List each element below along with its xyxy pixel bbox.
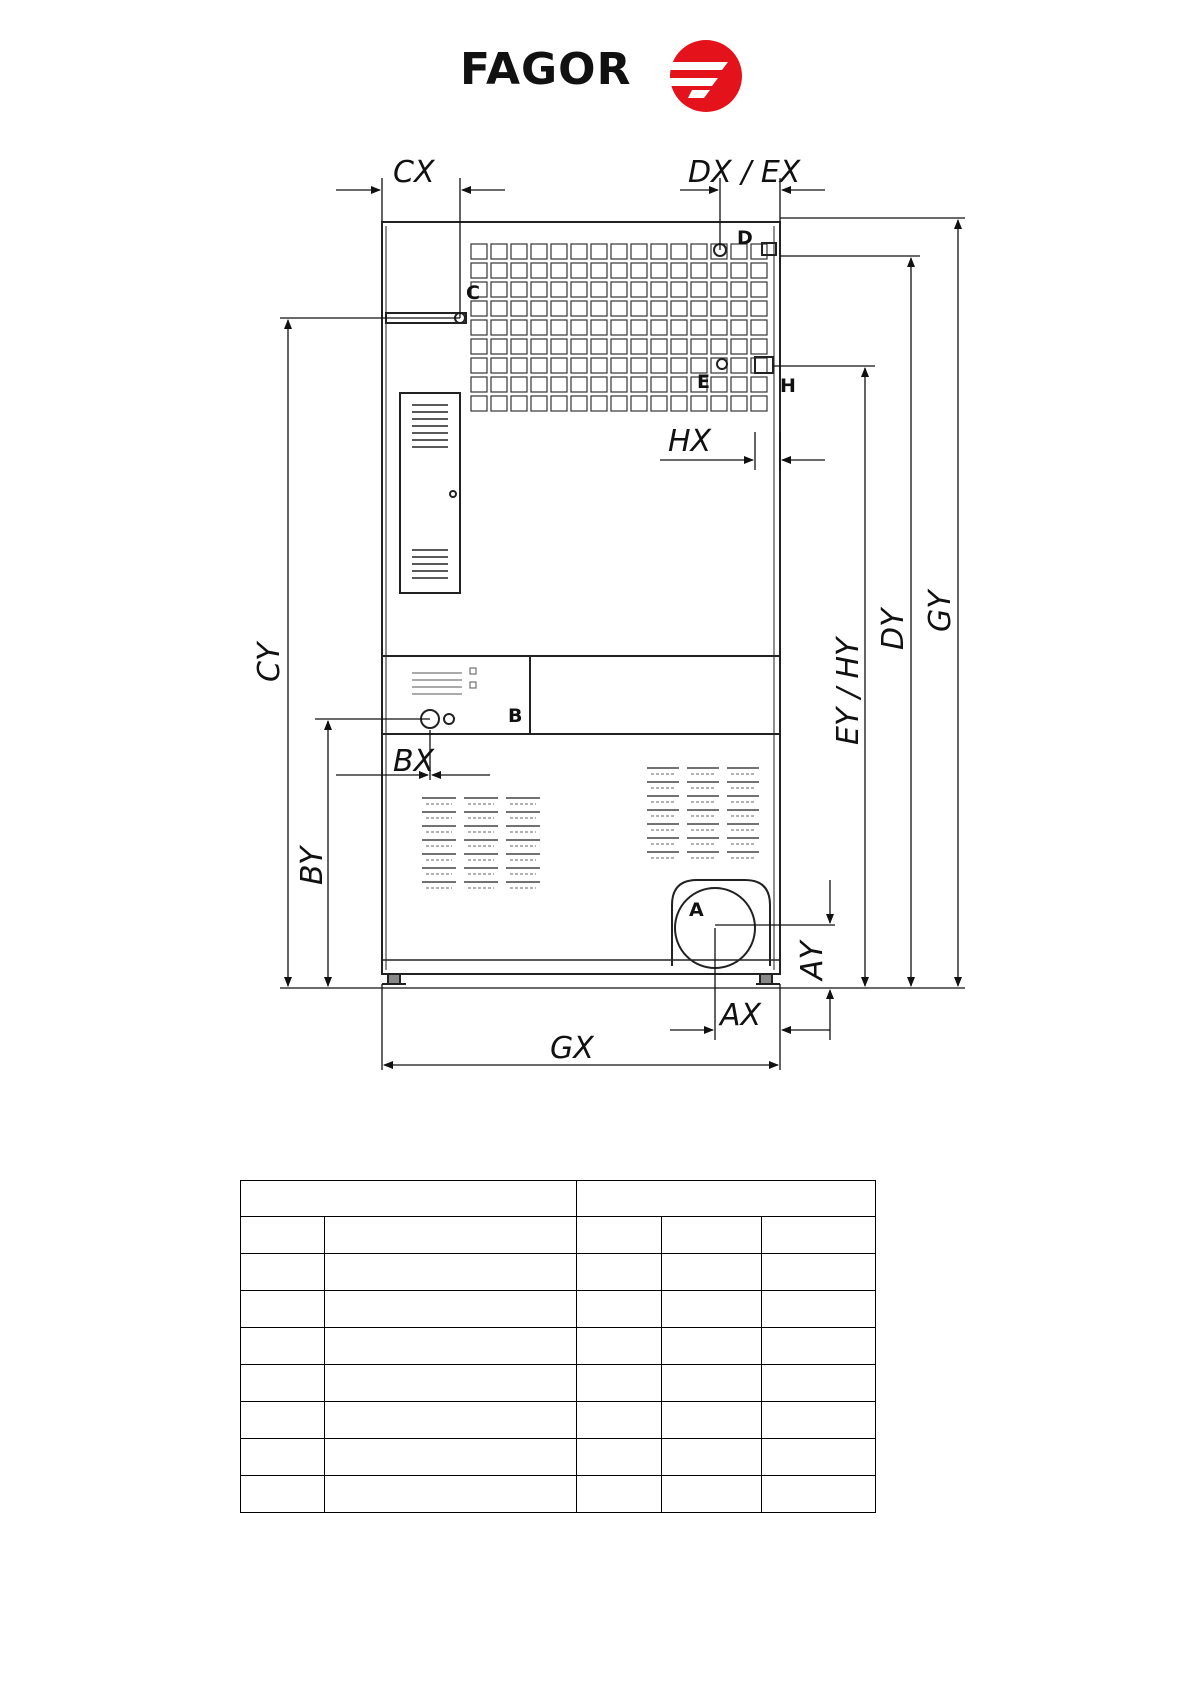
tag-e: E xyxy=(697,371,710,393)
table-cell xyxy=(325,1291,577,1328)
dim-label-ey-hy: EY / HY xyxy=(831,637,866,745)
table-cell xyxy=(762,1328,876,1365)
dim-label-bx: BX xyxy=(393,744,435,779)
table-cell xyxy=(241,1476,325,1513)
table-cell xyxy=(762,1365,876,1402)
table-cell xyxy=(577,1476,662,1513)
dim-label-dy: DY xyxy=(876,608,911,650)
tag-a: A xyxy=(689,899,704,921)
table-cell xyxy=(762,1217,876,1254)
tag-h: H xyxy=(780,375,796,397)
table-cell xyxy=(577,1439,662,1476)
table-cell xyxy=(241,1217,325,1254)
dimension-table xyxy=(240,1180,876,1513)
table-cell xyxy=(325,1254,577,1291)
dim-label-ay: AY xyxy=(795,941,830,980)
top-vent-grid xyxy=(470,243,770,414)
table-cell xyxy=(241,1439,325,1476)
lower-vent-left xyxy=(420,795,546,895)
dim-label-ax: AX xyxy=(720,998,762,1033)
table-cell xyxy=(241,1328,325,1365)
table-cell xyxy=(762,1291,876,1328)
dim-label-gx: GX xyxy=(550,1031,594,1066)
table-row xyxy=(241,1328,876,1365)
table-header-row xyxy=(241,1181,876,1217)
dim-label-cx: CX xyxy=(393,155,435,190)
table-cell xyxy=(577,1291,662,1328)
table-cell xyxy=(577,1365,662,1402)
table-row xyxy=(241,1254,876,1291)
table-cell xyxy=(241,1254,325,1291)
table-cell xyxy=(325,1476,577,1513)
table-cell xyxy=(241,1365,325,1402)
table-cell xyxy=(577,1217,662,1254)
lower-vent-right xyxy=(645,765,765,860)
dim-label-hx: HX xyxy=(668,424,712,459)
tag-d: D xyxy=(737,227,753,249)
table-cell xyxy=(325,1217,577,1254)
dim-label-by: BY xyxy=(295,846,330,885)
table-cell xyxy=(577,1402,662,1439)
table-cell xyxy=(662,1328,762,1365)
table-cell xyxy=(241,1402,325,1439)
table-cell xyxy=(762,1254,876,1291)
table-header-cell xyxy=(577,1181,876,1217)
table-cell xyxy=(662,1402,762,1439)
tag-b: B xyxy=(508,705,523,727)
table-cell xyxy=(662,1439,762,1476)
table-row xyxy=(241,1217,876,1254)
table-cell xyxy=(577,1254,662,1291)
table-cell xyxy=(762,1476,876,1513)
dim-label-gy: GY xyxy=(923,590,958,632)
table-cell xyxy=(325,1328,577,1365)
table-cell xyxy=(325,1439,577,1476)
table-cell xyxy=(662,1254,762,1291)
dim-label-cy: CY xyxy=(252,642,287,682)
table-cell xyxy=(662,1365,762,1402)
table-cell xyxy=(577,1328,662,1365)
table-header-cell xyxy=(241,1181,577,1217)
table-row xyxy=(241,1365,876,1402)
table-row xyxy=(241,1476,876,1513)
table-row xyxy=(241,1291,876,1328)
table-row xyxy=(241,1402,876,1439)
table-cell xyxy=(762,1402,876,1439)
table-cell xyxy=(762,1439,876,1476)
logo-text: FAGOR xyxy=(460,44,632,95)
tag-c: C xyxy=(466,282,480,304)
table-cell xyxy=(325,1365,577,1402)
table-cell xyxy=(662,1476,762,1513)
dim-label-dx-ex: DX / EX xyxy=(688,155,801,190)
table-cell xyxy=(241,1291,325,1328)
table-row xyxy=(241,1439,876,1476)
table-cell xyxy=(325,1402,577,1439)
table-cell xyxy=(662,1217,762,1254)
table-cell xyxy=(662,1291,762,1328)
